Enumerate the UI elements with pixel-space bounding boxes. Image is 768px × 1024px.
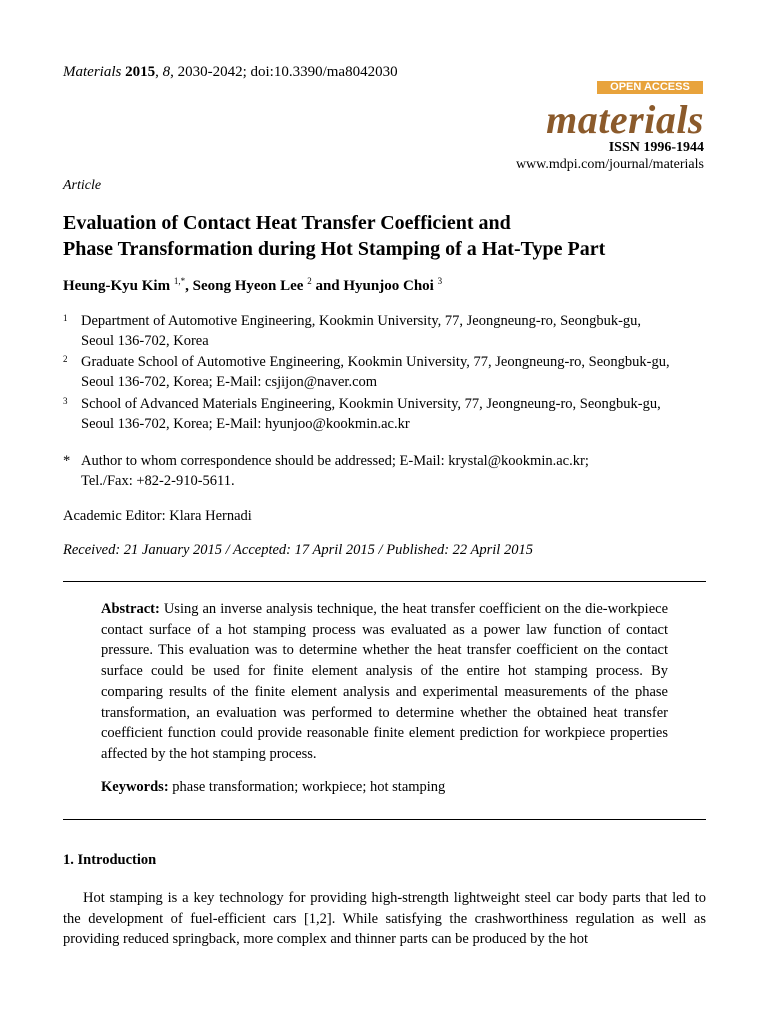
title-line-1: Evaluation of Contact Heat Transfer Coefficient and: [63, 212, 511, 234]
open-access-badge: OPEN ACCESS: [597, 81, 703, 94]
author-list: [63, 276, 442, 295]
affiliation-line: Seoul 136-702, Korea: [81, 333, 209, 349]
author-name: Heung-Kyu Kim: [63, 278, 171, 294]
journal-logo: materials: [546, 97, 704, 142]
affiliation-line: Department of Automotive Engineering, Kookmin University, 77, Jeongneung-ro, Seongbuk-gu,: [81, 313, 642, 329]
author-name: Seong Hyeon Lee: [192, 278, 304, 294]
journal-volume: 8: [162, 64, 171, 80]
keywords: [101, 779, 445, 796]
divider-top: [63, 581, 706, 582]
journal-name: Materials: [63, 64, 122, 80]
journal-year: 2015: [125, 64, 156, 80]
journal-pages-doi[interactable]: , 2030-2042; doi:10.3390/ma8042030: [170, 64, 398, 80]
title-line-2: Phase Transformation during Hot Stamping of a Hat-Type Part: [63, 238, 606, 260]
publication-dates: Received: 21 January 2015 / Accepted: 17 April 2015 / Published: 22 April 2015: [63, 542, 533, 558]
journal-citation: Materials 2015, 8, 2030-2042; doi:10.3390/ma8042030: [63, 64, 398, 80]
correspondence-line: Tel./Fax: +82-2-910-5611.: [81, 473, 235, 489]
keywords-label: Keywords:: [101, 779, 169, 795]
author-name: Hyunjoo Choi: [343, 278, 434, 294]
issn: ISSN 1996-1944: [608, 140, 704, 155]
affiliation-number: 2: [63, 354, 68, 364]
abstract: [101, 599, 668, 765]
affiliation-number: 3: [63, 396, 68, 406]
author-sep: and: [311, 278, 344, 294]
divider-bottom: [63, 819, 706, 820]
journal-url[interactable]: www.mdpi.com/journal/materials: [515, 157, 704, 172]
correspondence-marker: *: [63, 453, 71, 469]
affiliation-number: 1: [63, 313, 68, 323]
academic-editor: Academic Editor: Klara Hernadi: [63, 508, 252, 524]
correspondence-line: Author to whom correspondence should be addressed; E-Mail: krystal@kookmin.ac.kr;: [81, 453, 589, 469]
affiliation-line: School of Advanced Materials Engineering, Kookmin University, 77, Jeongneung-ro, Seongbuk-gu,: [81, 396, 661, 412]
affiliation-line: Seoul 136-702, Korea; E-Mail: csjijon@naver.com: [81, 374, 378, 390]
keywords-text: phase transformation; workpiece; hot stamping: [172, 779, 446, 795]
author-sup: 1,*: [173, 276, 186, 286]
section-heading: 1. Introduction: [63, 852, 157, 868]
author-sup: 2: [307, 276, 312, 286]
abstract-label: Abstract:: [101, 601, 160, 617]
abstract-text: Using an inverse analysis technique, the heat transfer coefficient on the die-workpiece contact surface of a hot stamping process was evaluated as a power law function of contact pressure. This evaluation was to determine whether the heat transfer coefficient on the contact surface could be used for finite element analysis of the entire hot stamping process. By comparing results of the finite element analysis and experimental measurements of the phase transformation, an evaluation was performed to determine whether the obtained heat transfer coefficient function could provide reasonable finite element prediction for workpiece properties affected by the hot stamping process.: [101, 601, 669, 762]
affiliation-line: Graduate School of Automotive Engineering, Kookmin University, 77, Jeongneung-ro, Seongbuk-gu,: [81, 354, 670, 370]
article-type: Article: [63, 178, 102, 193]
paper-title: [63, 210, 605, 262]
affiliation-line: Seoul 136-702, Korea; E-Mail: hyunjoo@kookmin.ac.kr: [81, 416, 410, 432]
body-paragraph: Hot stamping is a key technology for providing high-strength lightweight steel car body parts that led to the development of fuel-efficient cars [1,2]. While satisfying the crashworthiness regulation as well as providing reduced springback, more complex and thinner parts can be produced by the hot: [63, 890, 706, 948]
author-sep: ,: [185, 278, 193, 294]
author-sup: 3: [437, 276, 443, 286]
